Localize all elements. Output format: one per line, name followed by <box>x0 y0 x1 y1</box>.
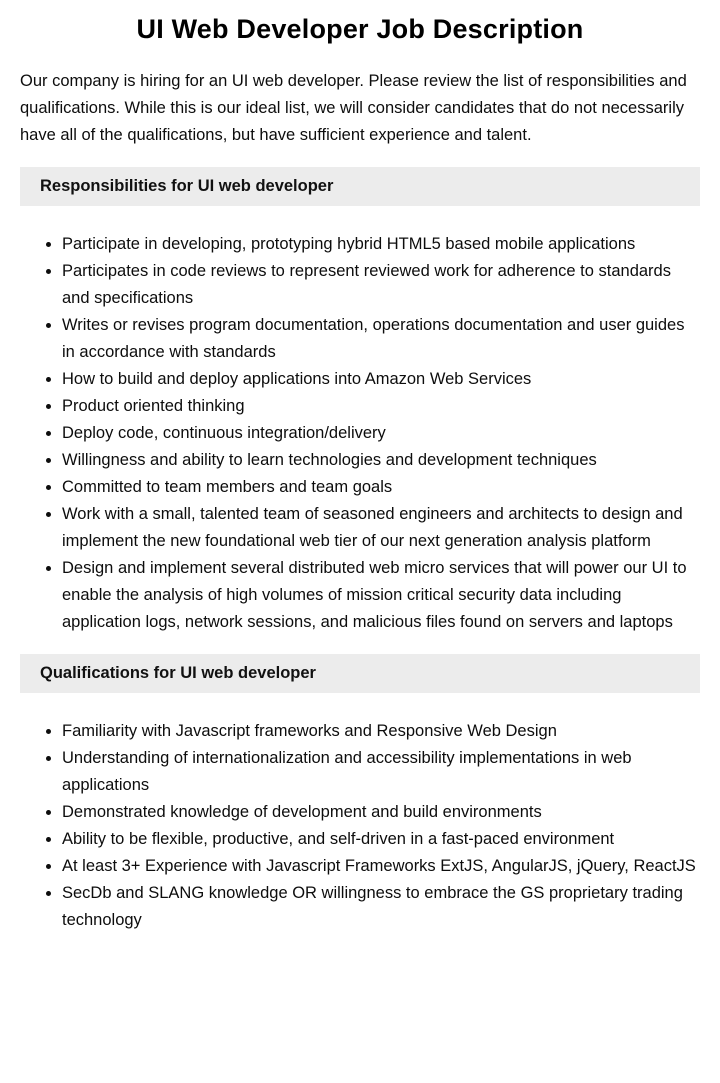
list-item: • Demonstrated knowledge of development and build environments <box>62 799 700 826</box>
intro-paragraph: Our company is hiring for an UI web developer. Please review the list of responsibilities and qualifications. While this is our ideal list, we will consider candidates that do not necessarily have all of the qualifications, but have sufficient experience and talent. <box>20 72 687 144</box>
section-heading-responsibilities: Responsibilities for UI web developer <box>20 167 700 206</box>
list-item: • SecDb and SLANG knowledge OR willingness to embrace the GS proprietary trading technology <box>62 880 700 934</box>
section-heading-qualifications: Qualifications for UI web developer <box>20 654 700 693</box>
list-item: • Work with a small, talented team of seasoned engineers and architects to design and implement the new foundational web tier of our next generation analysis platform <box>62 501 700 555</box>
list-item: • Product oriented thinking <box>62 393 700 420</box>
qualifications-list <box>20 718 700 934</box>
list-item: • Participates in code reviews to represent reviewed work for adherence to standards and specifications <box>62 258 700 312</box>
list-item: • How to build and deploy applications into Amazon Web Services <box>62 366 700 393</box>
list-item: • Committed to team members and team goals <box>62 474 700 501</box>
list-item: • Writes or revises program documentation, operations documentation and user guides in accordance with standards <box>62 312 700 366</box>
list-item: • Deploy code, continuous integration/delivery <box>62 420 700 447</box>
list-item: • Participate in developing, prototyping hybrid HTML5 based mobile applications <box>62 231 700 258</box>
list-item: • Ability to be flexible, productive, and self-driven in a fast-paced environment <box>62 826 700 853</box>
list-item: • Design and implement several distributed web micro services that will power our UI to enable the analysis of high volumes of mission critical security data including application logs, network sessions, and malicious files found on servers and laptops <box>62 555 700 636</box>
page-title: UI Web Developer Job Description <box>136 14 584 44</box>
list-item: • Willingness and ability to learn technologies and development techniques <box>62 447 700 474</box>
list-item: • Understanding of internationalization and accessibility implementations in web applications <box>62 745 700 799</box>
list-item: • At least 3+ Experience with Javascript Frameworks ExtJS, AngularJS, jQuery, ReactJS <box>62 853 700 880</box>
list-item: • Familiarity with Javascript frameworks and Responsive Web Design <box>62 718 700 745</box>
responsibilities-list <box>20 231 700 636</box>
